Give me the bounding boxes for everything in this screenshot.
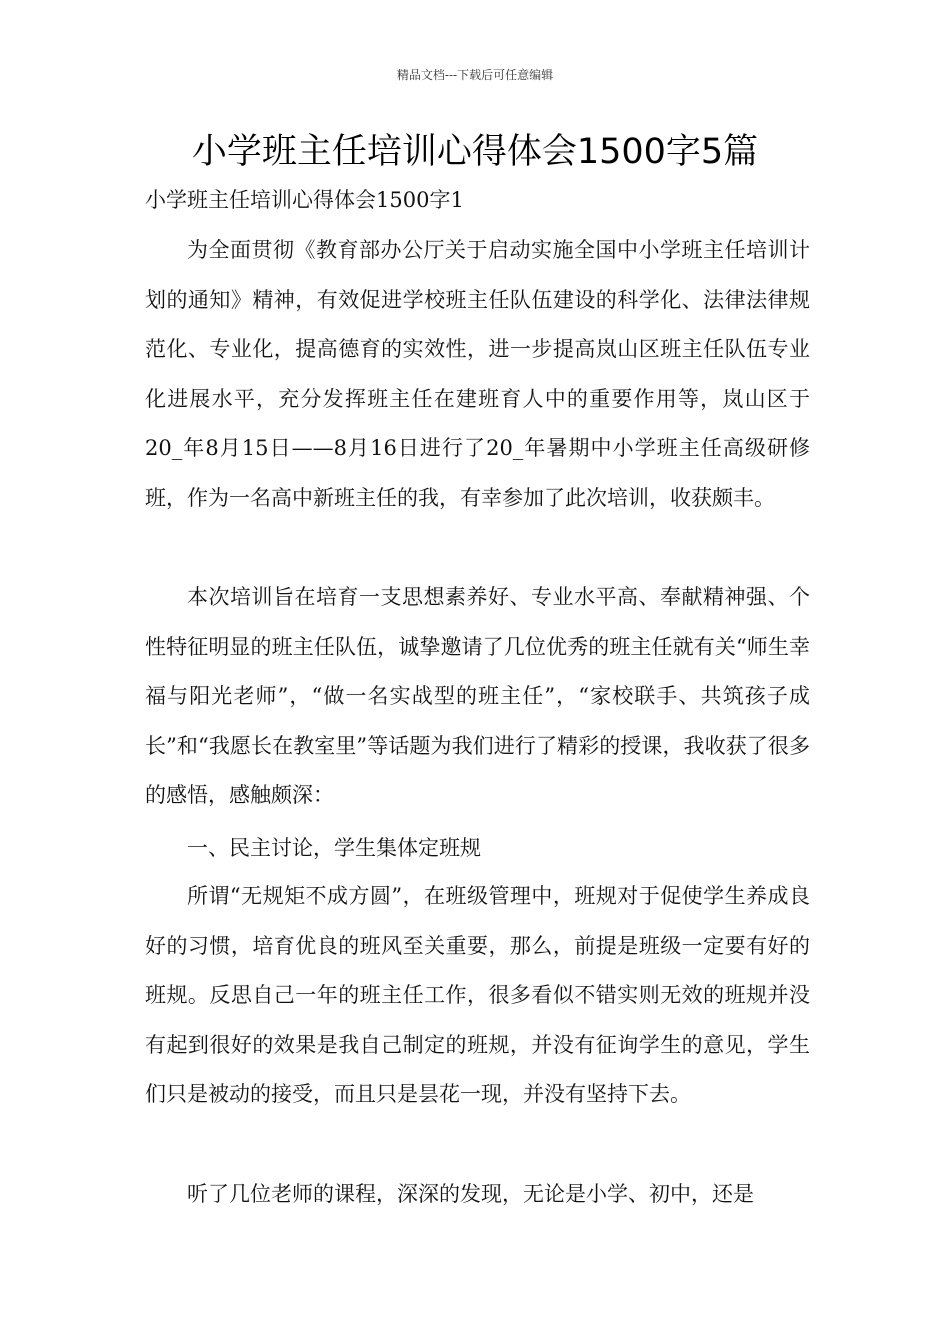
header-note: 精品文档---下载后可任意编辑 — [396, 68, 554, 82]
section-subtitle: 小学班主任培训心得体会1500字1 — [145, 188, 464, 212]
document-title: 小学班主任培训心得体会1500字5篇 — [191, 132, 759, 172]
paragraph-continued: 听了几位老师的课程，深深的发现，无论是小学、初中，还是 — [187, 1182, 754, 1206]
paragraph-class-rules: 所谓“无规矩不成方圆”，在班级管理中，班规对于促使学生养成良好的习惯，培育优良的班风至关重要，那么，前提是班级一定要有好的班规。反思自己一年的班主任工作，很多看似不错实则无效的班规并没有起到很好的效果是我自己制定的班规，并没有征询学生的意见，学生们只是被动的接受，而且只是昙花一现，并没有坚持下去。 — [145, 884, 810, 1106]
paragraph-intro: 为全面贯彻《教育部办公厅关于启动实施全国中小学班主任培训计划的通知》精神，有效促进学校班主任队伍建设的科学化、法律法律规范化、专业化，提高德育的实效性，进一步提高岚山区班主任队伍专业化进展水平，充分发挥班主任在建班育人中的重要作用等，岚山区于20_年8月15日——8月16日进行了20_年暑期中小学班主任高级研修班，作为一名高中新班主任的我，有幸参加了此次培训，收获颇丰。 — [145, 238, 810, 510]
section-heading-1: 一、民主讨论，学生集体定班规 — [187, 836, 481, 860]
paragraph-training-purpose: 本次培训旨在培育一支思想素养好、专业水平高、奉献精神强、个性特征明显的班主任队伍，诚挚邀请了几位优秀的班主任就有关“师生幸福与阳光老师”，“做一名实战型的班主任”，“家校联手、共筑孩子成长”和“我愿长在教室里”等话题为我们进行了精彩的授课，我收获了很多的感悟，感触颇深： — [145, 585, 810, 807]
